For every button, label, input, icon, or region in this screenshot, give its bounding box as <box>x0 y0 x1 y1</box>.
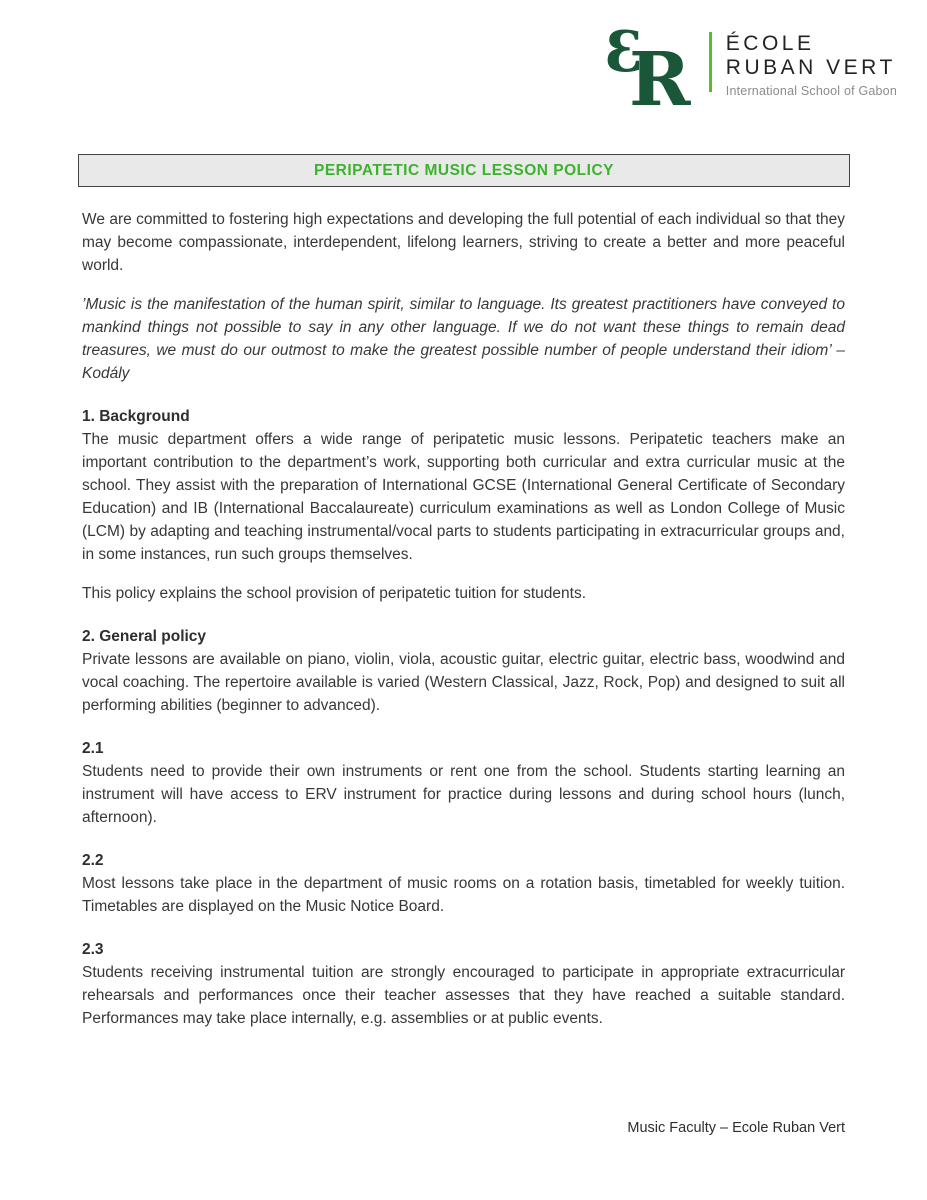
section-heading: 2. General policy <box>82 628 207 645</box>
section-heading: 2.3 <box>82 941 104 958</box>
logo-tagline: International School of Gabon <box>725 84 897 98</box>
quote-paragraph: ’Music is the manifestation of the human spirit, similar to language. Its greatest practitioners have conveyed to mankind things not possible to say in any other language. If we do not want these things to remain dead treasures, we must do our outmost to make the greatest possible number of people understand their idiom’ – Kodály <box>82 296 845 382</box>
section-paragraph: Private lessons are available on piano, violin, viola, acoustic guitar, electric guitar, electric bass, woodwind and vocal coaching. The repertoire available is varied (Western Classical, Jazz, Rock, Pop) and designed to suit all performing abilities (beginner to advanced). <box>82 651 845 714</box>
section-general-policy <box>82 625 845 717</box>
svg-text:3: 3 <box>603 20 643 85</box>
document-title: PERIPATETIC MUSIC LESSON POLICY <box>314 162 614 179</box>
section-paragraph: The music department offers a wide range of peripatetic music lessons. Peripatetic teachers make an important contribution to the department’s work, supporting both curricular and extra curricular music at the school. They assist with the preparation of International GCSE (International General Certificate of Secondary Education) and IB (International Baccalaureate) curriculum examinations as well as London College of Music (LCM) by adapting and teaching instrumental/vocal parts to students participating in extracurricular groups and, in some instances, run such groups themselves. <box>82 431 845 563</box>
section-paragraph: Students receiving instrumental tuition are strongly encouraged to participate in appropriate extracurricular rehearsals and performances once their teacher assesses that they have reached a suitable standard. Performances may take place internally, e.g. assemblies or at public events. <box>82 964 845 1027</box>
section-paragraph: Most lessons take place in the department of music rooms on a rotation basis, timetabled for weekly tuition. Timetables are displayed on the Music Notice Board. <box>82 875 845 915</box>
section-2-2 <box>82 849 845 918</box>
footer-text: Music Faculty – Ecole Ruban Vert <box>627 1120 845 1136</box>
section-background <box>82 405 845 605</box>
section-2-1 <box>82 737 845 829</box>
section-heading: 2.1 <box>82 740 104 757</box>
section-heading: 1. Background <box>82 408 190 425</box>
school-logo <box>601 20 897 110</box>
section-2-3 <box>82 938 845 1030</box>
header <box>0 0 927 110</box>
intro-paragraph: We are committed to fostering high expectations and developing the full potential of each individual so that they may become compassionate, interdependent, lifelong learners, striving to create a better and more peaceful world. <box>82 211 845 274</box>
logo-text-block <box>726 32 897 98</box>
section-paragraph: Students need to provide their own instruments or rent one from the school. Students starting learning an instrument will have access to ERV instrument for practice during lessons and during school hours (lunch, afternoon). <box>82 763 845 826</box>
logo-divider <box>709 32 712 92</box>
title-banner <box>78 154 850 187</box>
erv-monogram-icon <box>601 20 701 110</box>
page-footer <box>627 1120 845 1136</box>
logo-school-name-line1: ÉCOLE <box>725 32 815 55</box>
logo-school-name-line2: RUBAN VERT <box>725 56 896 79</box>
section-paragraph: This policy explains the school provision of peripatetic tuition for students. <box>82 585 587 602</box>
svg-text:R: R <box>628 37 691 110</box>
section-heading: 2.2 <box>82 852 104 869</box>
document-body <box>82 187 845 1030</box>
